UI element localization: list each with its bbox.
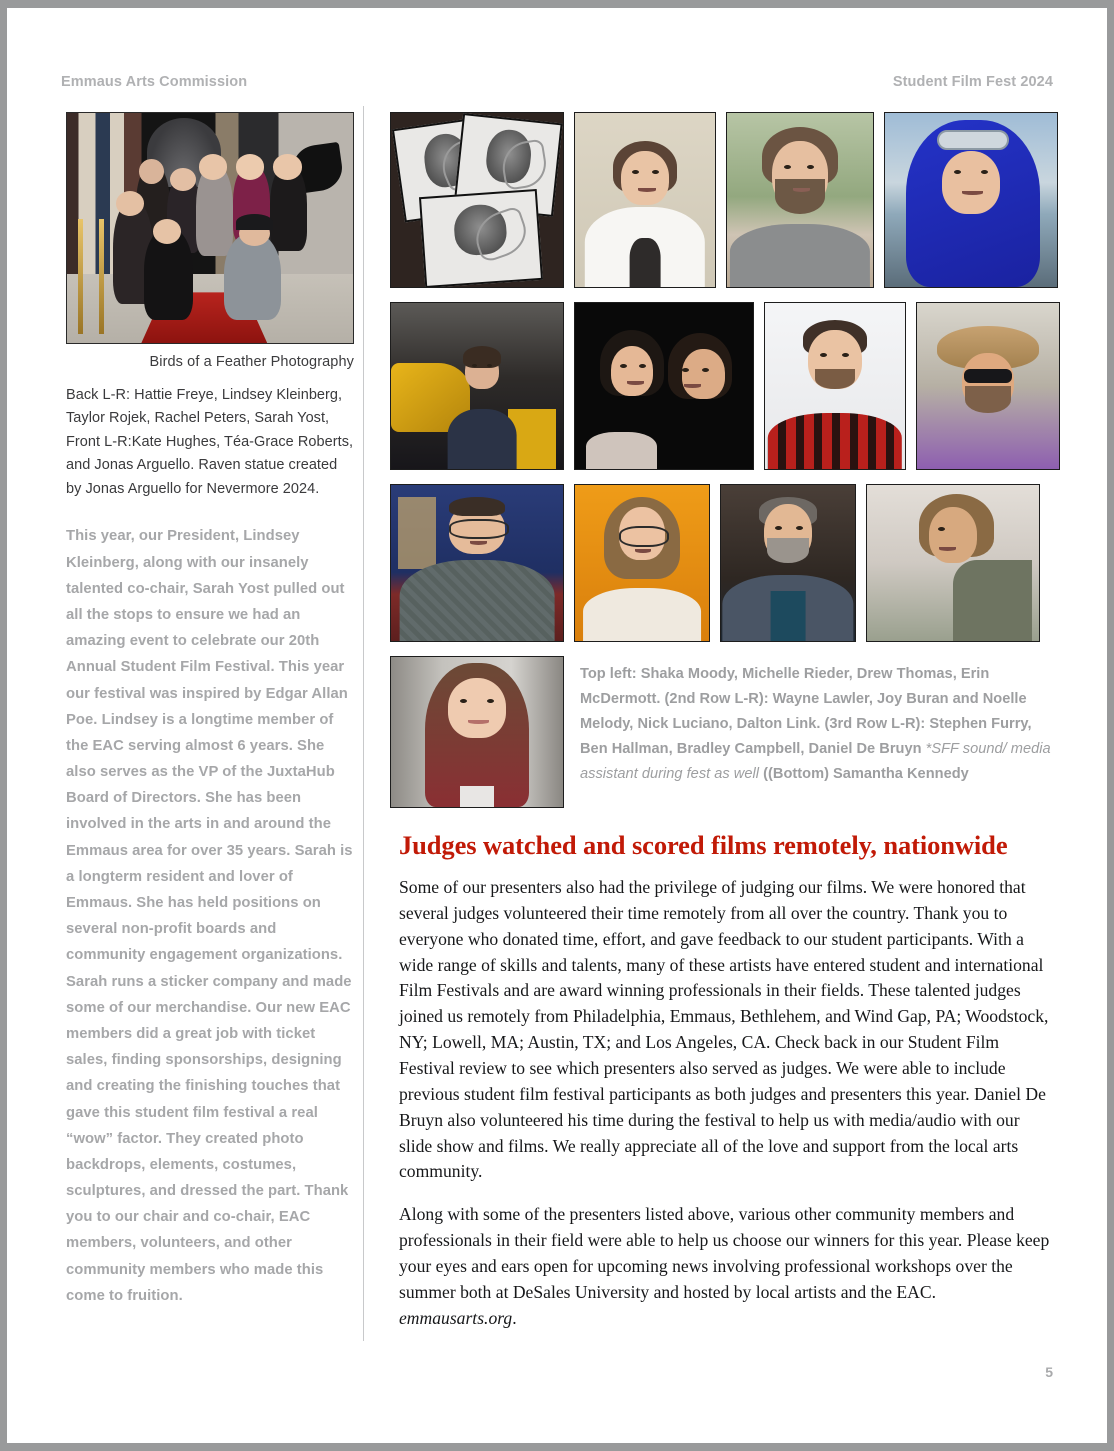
photo-grid-row-1: [390, 112, 1054, 288]
header-publication: Student Film Fest 2024: [892, 74, 1053, 90]
paragraph-2-text-before: Along with some of the presenters listed above, various other community members and professionals in their field were able to help us choose our winners for this year. Please keep your eyes and ears open for upcoming news involving professional workshops over the summer both at DeSales University and hosted by local artists and the EAC.: [399, 1204, 1050, 1302]
photo-erin-mcdermott: [884, 112, 1058, 288]
article-paragraph-2: [399, 1202, 1057, 1331]
article-paragraph-1: Some of our presenters also had the privilege of judging our films. We were honored that several judges volunteered their time remotely from all over the country. Thank you to everyone who donated time, effort, and gave feedback to our student participants. With a wide range of skills and talents, many of these artists have entered student and international Film Festivals and are award winning professionals in their fields. These talented judges joined us remotely from Philadelphia, Emmaus, Bethlehem, and Wind Gap, PA; Woodstock, NY; Lowell, MA; Austin, TX; and Los Angeles, CA. Check back in our Student Film Festival review to see which presenters also served as judges. We were able to include previous student film festival participants as both judges and presenters this year. Daniel De Bruyn also volunteered his time during the festival to help us with media/audio with our slide show and films. We really appreciate all of the love and support from the local arts community.: [399, 877, 1049, 1182]
photo-dalton-link: [916, 302, 1060, 470]
header-organization: Emmaus Arts Commission: [61, 74, 248, 90]
group-photo-birds-of-a-feather: [66, 112, 354, 344]
photo-ben-hallman: [574, 484, 710, 642]
photo-grid-caption: [580, 656, 1054, 787]
page-number: 5: [1045, 1364, 1053, 1380]
left-column-body-text: This year, our President, Lindsey Kleinberg, along with our insanely talented co-chair, Sarah Yost pulled out all the stops to ensure we had an amazing event to celebrate our 20th Annual Student Film Festival. This year our festival was inspired by Edgar Allan Poe. Lindsey is a longtime member of the EAC serving almost 6 years. She also serves as the VP of the JuxtaHub Board of Directors. She has been involved in the arts in and around the Emmaus area for over 35 years. Sarah is a longterm resident and lover of Emmaus. She has held positions on several non-profit boards and community engagement organizations. Sarah runs a sticker company and made some of our merchandise. Our new EAC members did a great job with ticket sales, finding sponsorships, designing and creating the finishing touches that gave this student film festival a real “wow” factor. They created photo backdrops, elements, costumes, sculptures, and dressed the part. Thank you to our chair and co-chair, EAC members, volunteers, and other community members who made this come to fruition.: [66, 528, 353, 1304]
caption-segment-2: ((Bottom) Samantha Kennedy: [759, 766, 969, 783]
photo-samantha-kennedy: [390, 656, 564, 808]
photo-nick-luciano: [764, 302, 906, 470]
photo-bradley-campbell: [720, 484, 856, 642]
photo-grid-row-2: [390, 302, 1054, 470]
photo-grid-row-4: [390, 656, 1054, 808]
photo-stephen-furry: [390, 484, 564, 642]
photo-daniel-de-bruyn: [866, 484, 1040, 642]
caption-segment-italic: *SFF sound/ media assistant during fest as well: [580, 741, 1051, 783]
website-link[interactable]: emmausarts.org: [399, 1307, 513, 1328]
document-page: [7, 8, 1107, 1443]
page-header: [61, 74, 1053, 98]
photo-shaka-moody: [390, 112, 564, 288]
photo-joy-buran-noelle-melody: [574, 302, 754, 470]
photo-wayne-lawler: [390, 302, 564, 470]
photo-people-group: [67, 113, 353, 343]
article-headline: Judges watched and scored films remotely, nationwide: [399, 830, 1008, 860]
photo-credit: Birds of a Feather Photography: [149, 354, 354, 370]
photo-grid-row-3: [390, 484, 1054, 642]
caption-segment-1: Top left: Shaka Moody, Michelle Rieder, Drew Thomas, Erin McDermott. (2nd Row L-R): Wayne Lawler, Joy Buran and Noelle Melody, Nick Luciano, Dalton Link. (3rd Row L-R): Stephen Furry, Ben Hallman, Bradley Campbell, Daniel De Bruyn: [580, 666, 1032, 758]
article-section: [399, 830, 1057, 1349]
photo-michelle-rieder: [574, 112, 716, 288]
group-photo-caption: Back L-R: Hattie Freye, Lindsey Kleinberg, Taylor Rojek, Rachel Peters, Sarah Yost, Front L-R:Kate Hughes, Téa-Grace Roberts, and Jonas Arguello. Raven statue created by Jonas Arguello for Nevermore 2024.: [66, 387, 354, 497]
photo-grid: [390, 112, 1054, 808]
photo-drew-thomas: [726, 112, 874, 288]
left-column: [66, 112, 354, 1309]
column-divider: [363, 106, 364, 1341]
paragraph-2-text-after: .: [512, 1307, 517, 1328]
